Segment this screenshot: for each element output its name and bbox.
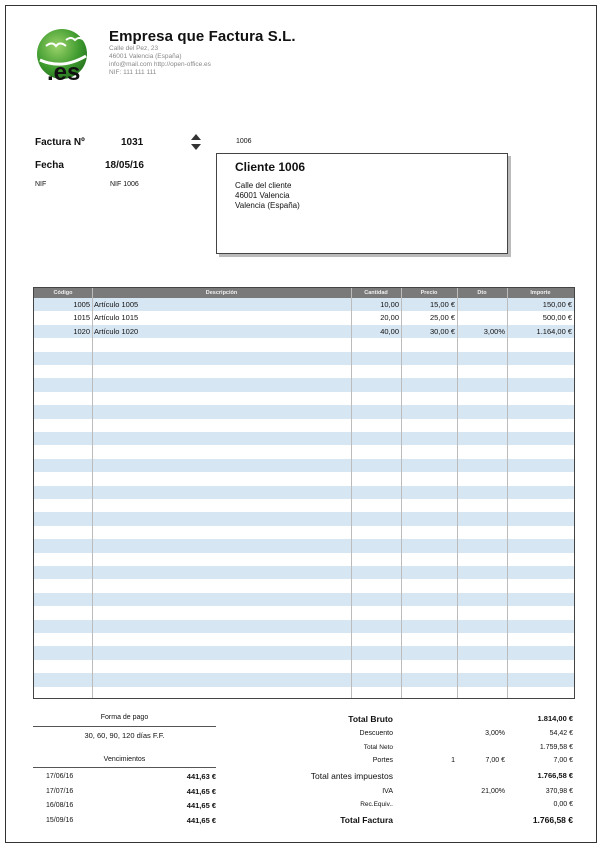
- due-amount: 441,65 €: [186, 816, 216, 825]
- invoice-total: 1.766,58 €: [532, 815, 573, 825]
- date-label: Fecha: [35, 160, 64, 171]
- table-row: [34, 459, 574, 472]
- company-address: Calle del Pez, 23: [109, 45, 159, 52]
- pre-tax-total-label: Total antes impuestos: [310, 771, 393, 781]
- client-nif: NIF 1006: [110, 181, 139, 188]
- due-dates-label: Vencimientos: [103, 756, 146, 763]
- table-row: [34, 553, 574, 566]
- payment-method: 30, 60, 90, 120 días F.F.: [84, 731, 165, 740]
- cell-amount: 500,00 €: [542, 313, 572, 323]
- invoice-total-label: Total Factura: [340, 815, 393, 825]
- table-row: [34, 512, 574, 525]
- cell-qty: 20,00: [380, 313, 399, 323]
- cell-amount: 1.164,00 €: [536, 326, 572, 336]
- company-name: Empresa que Factura S.L.: [109, 28, 296, 45]
- due-date: 15/09/16: [46, 817, 74, 824]
- client-code: 1006: [236, 138, 252, 145]
- cell-price: 30,00 €: [429, 326, 455, 336]
- pre-tax-total: 1.766,58 €: [537, 771, 573, 780]
- items-table: [33, 287, 575, 699]
- client-street: Calle del cliente: [235, 181, 292, 190]
- table-row: [34, 325, 574, 338]
- table-header: [34, 288, 574, 298]
- cell-disc: 3,00%: [483, 326, 505, 336]
- shipping-quantity: 1: [451, 757, 455, 764]
- table-row: [34, 311, 574, 324]
- table-row: [34, 526, 574, 539]
- due-dates-divider: [33, 767, 216, 768]
- cell-desc: Artículo 1005: [94, 300, 139, 309]
- surcharge-label: Rec.Equiv..: [360, 801, 393, 808]
- cell-price: 25,00 €: [429, 313, 455, 323]
- table-row: [34, 566, 574, 579]
- invoice-number: 1031: [121, 137, 144, 148]
- table-row: [34, 606, 574, 619]
- header-quantity: Cantidad: [364, 290, 388, 296]
- table-row: [34, 660, 574, 673]
- table-row: [34, 646, 574, 659]
- company-contact: info@mail.com http://open-office.es: [109, 61, 211, 68]
- invoice-date: 18/05/16: [105, 160, 144, 171]
- table-row: [34, 392, 574, 405]
- discount-label: Descuento: [359, 730, 393, 737]
- table-row: [34, 579, 574, 592]
- invoice-number-spinner[interactable]: [190, 133, 202, 151]
- column-divider: [457, 288, 458, 698]
- table-row: [34, 687, 574, 699]
- cell-desc: Artículo 1020: [94, 326, 139, 336]
- cell-disc: [457, 311, 507, 324]
- vat-label: IVA: [382, 788, 393, 795]
- payment-method-label: Forma de pago: [100, 714, 149, 721]
- header-code: Código: [53, 290, 73, 296]
- cell-disc: [457, 298, 507, 311]
- discount-percent: 3,00%: [485, 730, 505, 737]
- cell-desc: Artículo 1015: [94, 313, 139, 323]
- net-total: 1.759,58 €: [539, 744, 573, 751]
- table-row: [34, 432, 574, 445]
- table-row: [34, 419, 574, 432]
- net-total-label: Total Neto: [363, 744, 393, 751]
- due-date: 17/07/16: [46, 788, 74, 795]
- payment-divider: [33, 726, 216, 727]
- logo-text: .es: [47, 59, 81, 86]
- header-amount: Importe: [530, 290, 551, 296]
- cell-code: 1005: [73, 300, 90, 309]
- cell-price: 15,00 €: [429, 300, 455, 309]
- column-divider: [507, 288, 508, 698]
- column-divider: [92, 288, 93, 698]
- table-row: [34, 472, 574, 485]
- invoice-number-label: Factura Nº: [35, 137, 85, 148]
- table-row: [34, 352, 574, 365]
- table-row: [34, 620, 574, 633]
- due-amount: 441,65 €: [186, 801, 216, 810]
- shipping-label: Portes: [372, 757, 393, 764]
- header-discount: Dto: [477, 290, 487, 296]
- cell-code: 1020: [73, 326, 90, 336]
- table-row: [34, 365, 574, 378]
- table-row: [34, 593, 574, 606]
- client-address-box: [216, 153, 508, 254]
- client-region: Valencia (España): [235, 201, 300, 210]
- client-name: Cliente 1006: [235, 160, 306, 174]
- nif-label: NIF: [35, 181, 47, 188]
- cell-amount: 150,00 €: [542, 300, 572, 309]
- total-bruto: 1.814,00 €: [537, 714, 573, 723]
- table-row: [34, 633, 574, 646]
- column-divider: [351, 288, 352, 698]
- cell-qty: 10,00: [380, 300, 399, 309]
- column-divider: [401, 288, 402, 698]
- due-amount: 441,65 €: [186, 787, 216, 796]
- client-city: 46001 Valencia: [235, 191, 290, 200]
- total-bruto-label: Total Bruto: [348, 714, 393, 724]
- table-row: [34, 445, 574, 458]
- cell-code: 1015: [73, 313, 90, 323]
- table-row: [34, 499, 574, 512]
- company-nif: NIF: 111 111 111: [109, 69, 157, 76]
- table-row: [34, 539, 574, 552]
- table-row: [34, 405, 574, 418]
- surcharge-amount: 0,00 €: [553, 801, 573, 808]
- shipping-price: 7,00 €: [485, 757, 505, 764]
- table-row: [34, 298, 574, 311]
- vat-amount: 370,98 €: [545, 788, 573, 795]
- header-description: Descripción: [205, 290, 238, 296]
- due-date: 17/06/16: [46, 773, 74, 780]
- shipping-amount: 7,00 €: [553, 757, 573, 764]
- table-row: [34, 338, 574, 351]
- discount-amount: 54,42 €: [549, 730, 573, 737]
- due-date: 16/08/16: [46, 802, 74, 809]
- cell-qty: 40,00: [380, 326, 399, 336]
- header-price: Precio: [420, 290, 438, 296]
- vat-percent: 21,00%: [481, 788, 505, 795]
- table-row: [34, 486, 574, 499]
- table-row: [34, 673, 574, 686]
- due-amount: 441,63 €: [186, 772, 216, 781]
- table-row: [34, 378, 574, 391]
- company-city: 46001 Valencia (España): [109, 53, 182, 60]
